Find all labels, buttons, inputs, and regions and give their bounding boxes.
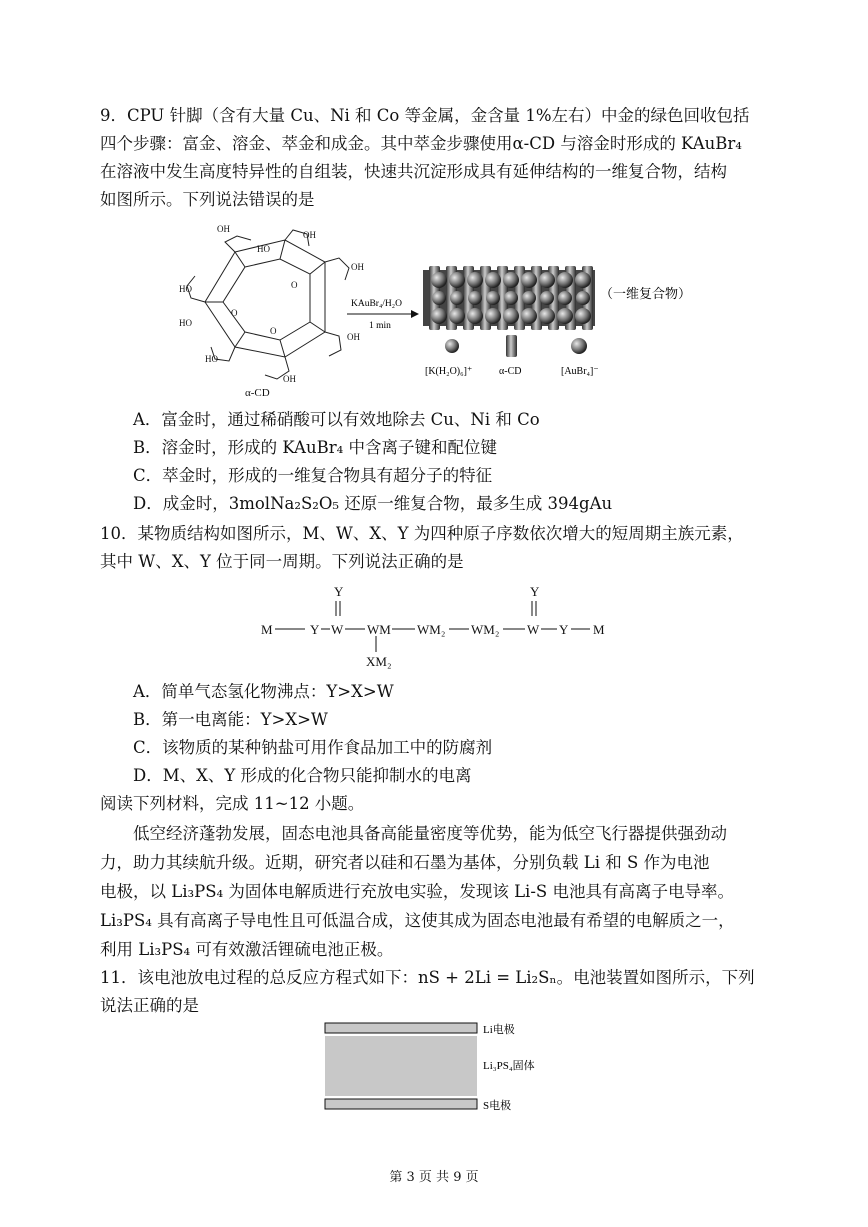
s-electrode-label: S电极 — [483, 1100, 512, 1112]
complex-ion-ball — [449, 272, 465, 288]
complex-ion-ball — [575, 272, 591, 288]
cd-ho-1: HO — [179, 284, 192, 294]
legend-k-label: [K(H₂O)₆]⁺ — [425, 366, 473, 377]
complex-ion-ball — [467, 272, 483, 288]
q10-option-b: B．第一电离能：Y>X>W — [133, 710, 328, 729]
complex-ion-ball — [557, 272, 573, 288]
reading-line-3: 电极，以 Li₃PS₄ 为固体电解质进行充放电实验，发现该 Li-S 电池具有高离子电导率。 — [100, 882, 734, 901]
complex-ion-ball — [576, 291, 590, 305]
complex-ion-ball — [486, 291, 500, 305]
one-dimensional-complex — [423, 266, 595, 330]
atom-wm2-a: WM₂ — [417, 622, 446, 637]
atom-wm: WM — [367, 622, 391, 637]
atom-y-right: Y — [559, 622, 569, 637]
complex-ion-ball — [540, 291, 554, 305]
li-electrode-layer — [325, 1023, 477, 1033]
complex-ion-ball — [431, 272, 447, 288]
legend-cd-cylinder-icon — [506, 335, 517, 357]
reaction-arrow — [347, 299, 419, 331]
q9-figure — [175, 222, 715, 404]
q9-stem-line-3: 在溶液中发生高度特异性的自组装，快速共沉淀形成具有延伸结构的一维复合物，结构 — [100, 162, 727, 181]
complex-ion-ball — [503, 308, 519, 324]
legend-cd-label: α-CD — [499, 366, 522, 377]
li-electrode-label: Li电极 — [483, 1024, 515, 1036]
q10-structure — [255, 580, 615, 672]
electrolyte-label: Li₃PS₄固体 — [483, 1060, 535, 1072]
atom-w-right: W — [527, 622, 540, 637]
q10-stem-line-2: 其中 W、X、Y 位于同一周期。下列说法正确的是 — [100, 552, 464, 571]
complex-ion-ball — [503, 272, 519, 288]
cd-oh-4: OH — [347, 332, 360, 342]
q11-stem-line-2: 说法正确的是 — [100, 996, 199, 1015]
arrow-reagent-label: KAuBr₄/H₂O — [351, 299, 402, 309]
atom-xm2-bottom: XM₂ — [366, 654, 392, 669]
cd-ring-inner — [223, 259, 310, 340]
q9-option-b: B．溶金时，形成的 KAuBr₄ 中含离子键和配位键 — [133, 438, 497, 457]
atom-w-left: W — [331, 622, 344, 637]
atom-wm2-b: WM₂ — [471, 622, 500, 637]
complex-ion-ball — [449, 308, 465, 324]
reading-line-1: 低空经济蓬勃发展，固态电池具备高能量密度等优势，能为低空飞行器提供强劲动 — [133, 824, 727, 843]
q10-option-d: D．M、X、Y 形成的化合物只能抑制水的电离 — [133, 766, 472, 785]
cd-ho-2: HO — [179, 318, 192, 328]
atom-y-top-right: Y — [530, 584, 540, 599]
complex-ion-ball — [467, 308, 483, 324]
complex-ion-ball — [431, 308, 447, 324]
q10-stem-line-1: 10．某物质结构如图所示，M、W、X、Y 为四种原子序数依次增大的短周期主族元素， — [100, 524, 744, 543]
reading-line-2: 力，助力其续航升级。近期，研究者以硅和石墨为基体，分别负载 Li 和 S 作为电池 — [100, 853, 710, 872]
complex-ion-ball — [539, 272, 555, 288]
legend-aubr-ball-icon — [571, 338, 587, 354]
cd-oh-5: OH — [283, 374, 296, 384]
complex-ion-ball — [558, 291, 572, 305]
atom-y-left: Y — [310, 622, 320, 637]
cd-oh-1: OH — [217, 224, 230, 234]
complex-ion-ball — [432, 291, 446, 305]
q9-option-d: D．成金时，3molNa₂S₂O₅ 还原一维复合物，最多生成 394gAu — [133, 494, 613, 513]
complex-ion-ball — [521, 308, 537, 324]
complex-ion-ball — [557, 308, 573, 324]
electrolyte-layer — [325, 1036, 477, 1096]
complex-ion-ball — [485, 308, 501, 324]
reading-line-4: Li₃PS₄ 具有高离子导电性且可低温合成，这使其成为固态电池最有希望的电解质之一， — [100, 911, 735, 930]
complex-ion-ball — [485, 272, 501, 288]
figure-legend — [425, 335, 599, 377]
q9-stem-line-4: 如图所示。下列说法错误的是 — [100, 190, 315, 209]
complex-ion-ball — [468, 291, 482, 305]
complex-ion-ball — [575, 308, 591, 324]
product-label: （一维复合物） — [600, 286, 692, 301]
legend-aubr-label: [AuBr₄]⁻ — [561, 366, 599, 377]
reading-intro: 阅读下列材料，完成 11~12 小题。 — [100, 794, 365, 813]
complex-ion-ball — [539, 308, 555, 324]
complex-ion-ball — [521, 272, 537, 288]
cd-oh-2: OH — [303, 230, 316, 240]
complex-ion-ball — [522, 291, 536, 305]
alpha-cd-assembly-diagram — [175, 222, 715, 404]
q11-stem-line-1: 11．该电池放电过程的总反应方程式如下：nS + 2Li = Li₂Sₙ。电池装置如图所示，下列 — [100, 968, 755, 987]
q10-option-a: A．简单气态氢化物沸点：Y>X>W — [133, 682, 394, 701]
page-footer: 第 3 页 共 9 页 — [389, 1170, 479, 1185]
arrow-time-label: 1 min — [369, 321, 391, 331]
cd-ring-outline — [205, 240, 325, 357]
atom-y-top-left: Y — [334, 584, 344, 599]
alpha-cd-label: α-CD — [245, 387, 270, 399]
cd-ho-3: HO — [205, 354, 218, 364]
cd-o-3: O — [270, 326, 277, 336]
cd-ho-4: HO — [257, 244, 270, 254]
reading-line-5: 利用 Li₃PS₄ 可有效激活锂硫电池正极。 — [100, 940, 394, 959]
q9-option-a: A．富金时，通过稀硝酸可以有效地除去 Cu、Ni 和 Co — [133, 410, 540, 429]
q9-option-c: C．萃金时，形成的一维复合物具有超分子的特征 — [133, 466, 493, 485]
cd-o-2: O — [231, 308, 238, 318]
cd-o-1: O — [291, 280, 298, 290]
complex-ion-ball — [450, 291, 464, 305]
q9-stem-line-2: 四个步骤：富金、溶金、萃金和成金。其中萃金步骤使用α-CD 与溶金时形成的 KAuBr₄ — [100, 134, 742, 153]
q11-battery-diagram — [320, 1018, 580, 1114]
complex-ion-ball — [504, 291, 518, 305]
q9-stem-line-1: 9．CPU 针脚（含有大量 Cu、Ni 和 Co 等金属，金含量 1%左右）中金的绿色回收包括 — [100, 106, 750, 125]
atom-m-left: M — [261, 622, 273, 637]
atom-m-right: M — [593, 622, 605, 637]
s-electrode-layer — [325, 1099, 477, 1109]
cd-oh-3: OH — [351, 262, 364, 272]
q10-option-c: C．该物质的某种钠盐可用作食品加工中的防腐剂 — [133, 738, 493, 757]
legend-k-ball-icon — [445, 339, 459, 353]
